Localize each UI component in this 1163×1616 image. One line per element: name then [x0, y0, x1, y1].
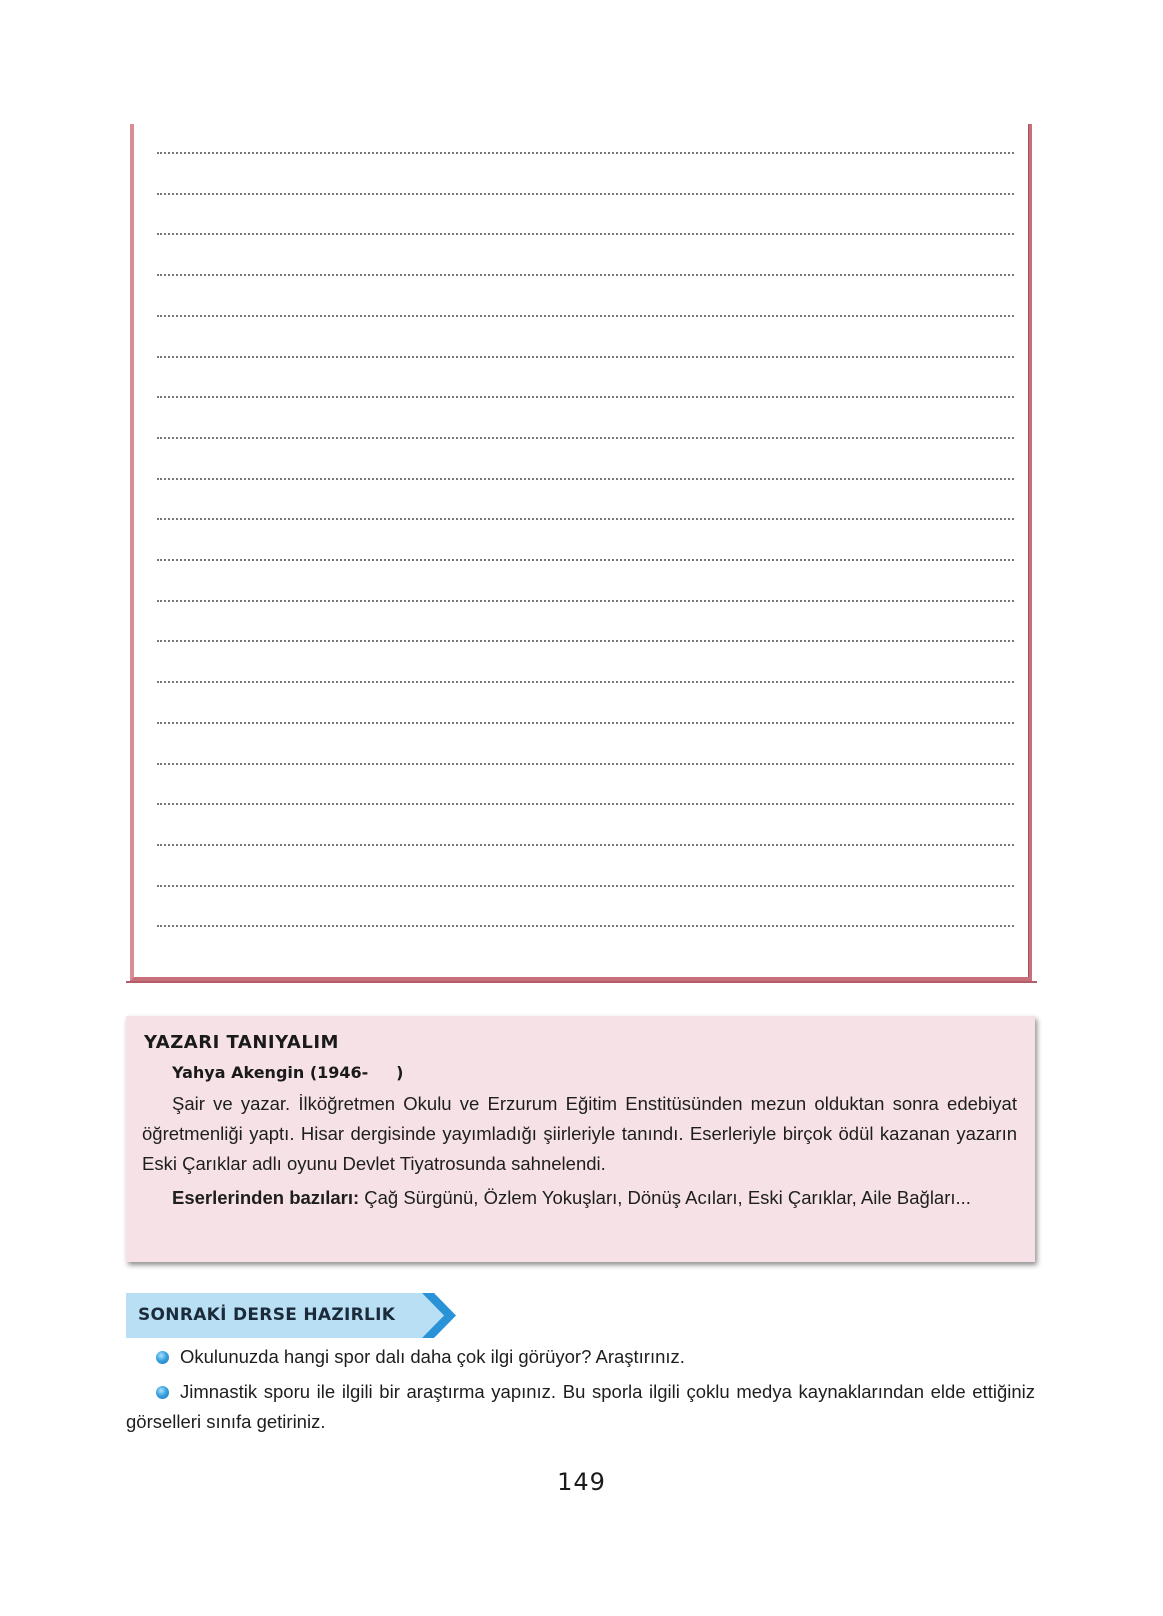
- writing-line[interactable]: [157, 722, 1014, 724]
- author-works-text: Çağ Sürgünü, Özlem Yokuşları, Dönüş Acıları, Eski Çarıklar, Aile Bağları...: [359, 1187, 971, 1208]
- author-info-panel: [126, 1016, 1035, 1262]
- author-name: Yahya Akengin (1946- ): [172, 1063, 404, 1082]
- writing-line[interactable]: [157, 518, 1014, 520]
- list-item: [126, 1377, 1035, 1437]
- writing-line[interactable]: [157, 356, 1014, 358]
- writing-line[interactable]: [157, 681, 1014, 683]
- author-bio: Şair ve yazar. İlköğretmen Okulu ve Erzurum Eğitim Enstitüsünden mezun olduktan sonra edebiyat öğretmenliği yaptı. Hisar dergisinde yayımladığı şiirleriyle tanındı. Eserleriyle birçok ödül kazanan yazarın Eski Çarıklar adlı oyunu Devlet Tiyatrosunda sahnelendi.: [142, 1093, 1017, 1174]
- writing-line[interactable]: [157, 193, 1014, 195]
- writing-line[interactable]: [157, 763, 1014, 765]
- writing-line[interactable]: [157, 844, 1014, 846]
- author-heading: YAZARI TANIYALIM: [144, 1032, 339, 1053]
- writing-line[interactable]: [157, 152, 1014, 154]
- writing-line[interactable]: [157, 803, 1014, 805]
- next-lesson-banner: [126, 1293, 466, 1338]
- list-item-text: Okulunuzda hangi spor dalı daha çok ilgi görüyor? Araştırınız.: [180, 1346, 685, 1367]
- bullet-icon: [156, 1351, 169, 1364]
- writing-area[interactable]: [130, 124, 1032, 981]
- writing-line[interactable]: [157, 640, 1014, 642]
- banner-label: SONRAKİ DERSE HAZIRLIK: [138, 1305, 396, 1325]
- list-item-text: Jimnastik sporu ile ilgili bir araştırma yapınız. Bu sporla ilgili çoklu medya kaynaklarından elde ettiğiniz görselleri sınıfa getiriniz.: [126, 1381, 1035, 1432]
- page-number: 149: [557, 1468, 606, 1496]
- writing-line[interactable]: [157, 437, 1014, 439]
- writing-line[interactable]: [157, 274, 1014, 276]
- writing-line[interactable]: [157, 233, 1014, 235]
- author-works: [142, 1183, 1017, 1213]
- writing-line[interactable]: [157, 396, 1014, 398]
- writing-line[interactable]: [157, 559, 1014, 561]
- writing-line[interactable]: [157, 885, 1014, 887]
- author-works-label: Eserlerinden bazıları:: [172, 1187, 360, 1208]
- writing-line[interactable]: [157, 315, 1014, 317]
- writing-line[interactable]: [157, 925, 1014, 927]
- writing-line[interactable]: [157, 478, 1014, 480]
- writing-line[interactable]: [157, 600, 1014, 602]
- list-item: [126, 1342, 1035, 1372]
- bullet-icon: [156, 1386, 169, 1399]
